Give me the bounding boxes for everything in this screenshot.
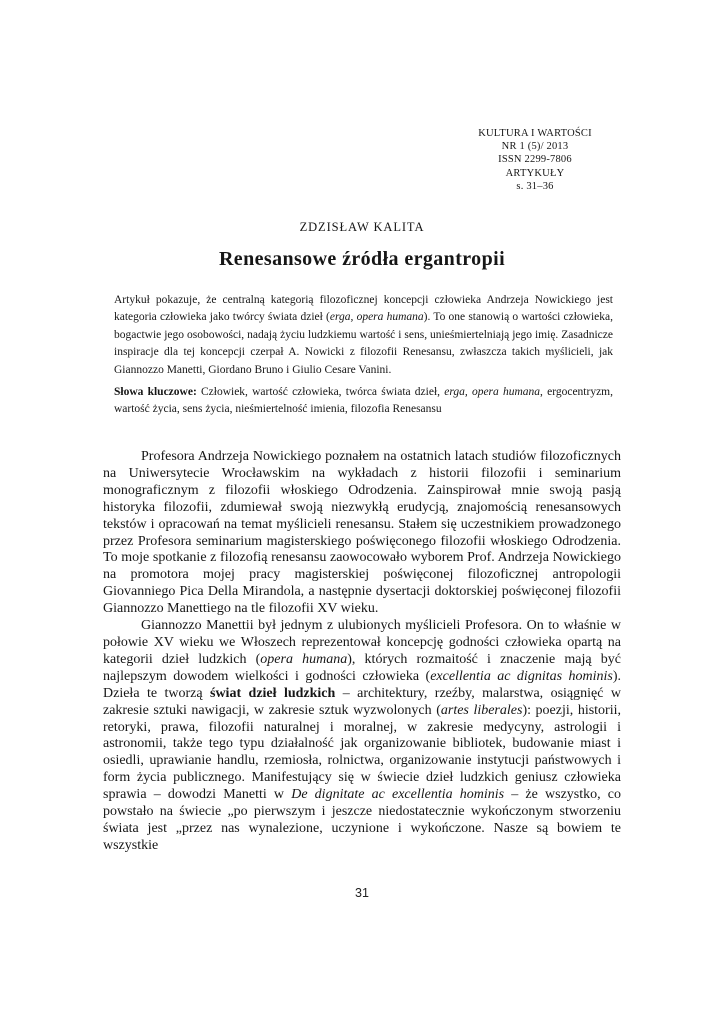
page-number: 31 xyxy=(355,886,369,900)
body-paragraph: Giannozzo Manettii był jednym z ulubionych myślicieli Profesora. On to właśnie w połowie XV wieku we Włoszech reprezentował koncepcję godności człowieka opartą na kategorii dzieł ludzkich (opera humana), których rozmaitość i znaczenie mają być najlepszym dowodem wielkości i godności człowieka (excellentia ac dignitas hominis). Dzieła te tworzą świat dzieł ludzkich – architektury, rzeźby, malarstwa, osiągnięć w zakresie sztuki nawigacji, w zakresie sztuk wyzwolonych (artes liberales): poezji, historii, retoryki, prawa, filozofii naturalnej i moralnej, w zakresie medycyny, astrologii i astronomii, także tego typu działalność jak organizowanie bibliotek, budowanie miast i osiedli, uprawianie handlu, rzemiosła, rolnictwa, organizowanie instytucji państwowych i form życia publicznego. Manifestujący się w świecie dzieł ludzkich geniusz człowieka sprawia – dowodzi Manetti w De dignitate ac excellentia hominis – że wszystko, co powstało na świecie „po pierwszym i jeszcze niedostatecznie wykończonym stworzeniu świata jest „przez nas wynalezione, uczynione i wykończone. Nasze są bowiem te wszystkie xyxy=(103,618,622,853)
keywords-text: Słowa kluczowe: Człowiek, wartość człowieka, twórca świata dzieł, erga, opera humana, ergocentryzm, wartość życia, sens życia, nieśmiertelność imienia, filozofia Renesansu xyxy=(114,386,613,416)
body-paragraph: Profesora Andrzeja Nowickiego poznałem na ostatnich latach studiów filozoficznych na Uniwersytecie Wrocławskim na wykładach z historii filozofii i seminarium monograficznym z filozofii włoskiego Odrodzenia. Zainspirował mnie swoją pasją historyka filozofii, zdumiewał swoją niezwykłą erudycją, znajomością renesansowych tekstów i opracowań na temat myślicieli renesansu. Stałem się uczestnikiem prowadzonego przez Profesora seminarium magisterskiego poświęconego filozofii włoskiego Odrodzenia. To moje spotkanie z filozofią renesansu zaowocowało wyborem Prof. Andrzeja Nowickiego na promotora mojej pracy magisterskiej poświęconej filozoficznej antropologii Giovanniego Pica Della Mirandola, a następnie dysertacji doktorskiej poświęconej filozofii Giannozzo Manettiego na tle filozofii XV wieku. xyxy=(103,449,621,617)
journal-issn: ISSN 2299-7806 xyxy=(498,154,572,166)
journal-header xyxy=(440,127,630,193)
article-title: Renesansowe źródła ergantropii xyxy=(218,248,506,270)
journal-pages: s. 31–36 xyxy=(516,180,554,192)
article-body xyxy=(103,449,621,855)
journal-title: KULTURA I WARTOŚCI xyxy=(478,128,592,139)
journal-section: ARTYKUŁY xyxy=(505,167,565,179)
author-name: ZDZISŁAW KALITA xyxy=(299,220,425,234)
journal-issue: NR 1 (5)/ 2013 xyxy=(501,141,569,153)
abstract-text: Artykuł pokazuje, że centralną kategorią filozoficznej koncepcji człowieka Andrzeja Nowickiego jest kategoria człowieka jako twórcy świata dzieł (erga, opera humana). To one stanowią o wartości człowieka, bogactwie jego osobowości, nadają życiu ludzkiemu wartość i sens, unieśmiertelniają jego imię. Zasadnicze inspiracje dla tej koncepcji czerpał A. Nowicki z filozofii Renesansu, zwłaszcza takich myślicieli, jak Giannozzo Manetti, Giordano Bruno i Giulio Cesare Vanini. xyxy=(114,294,613,376)
